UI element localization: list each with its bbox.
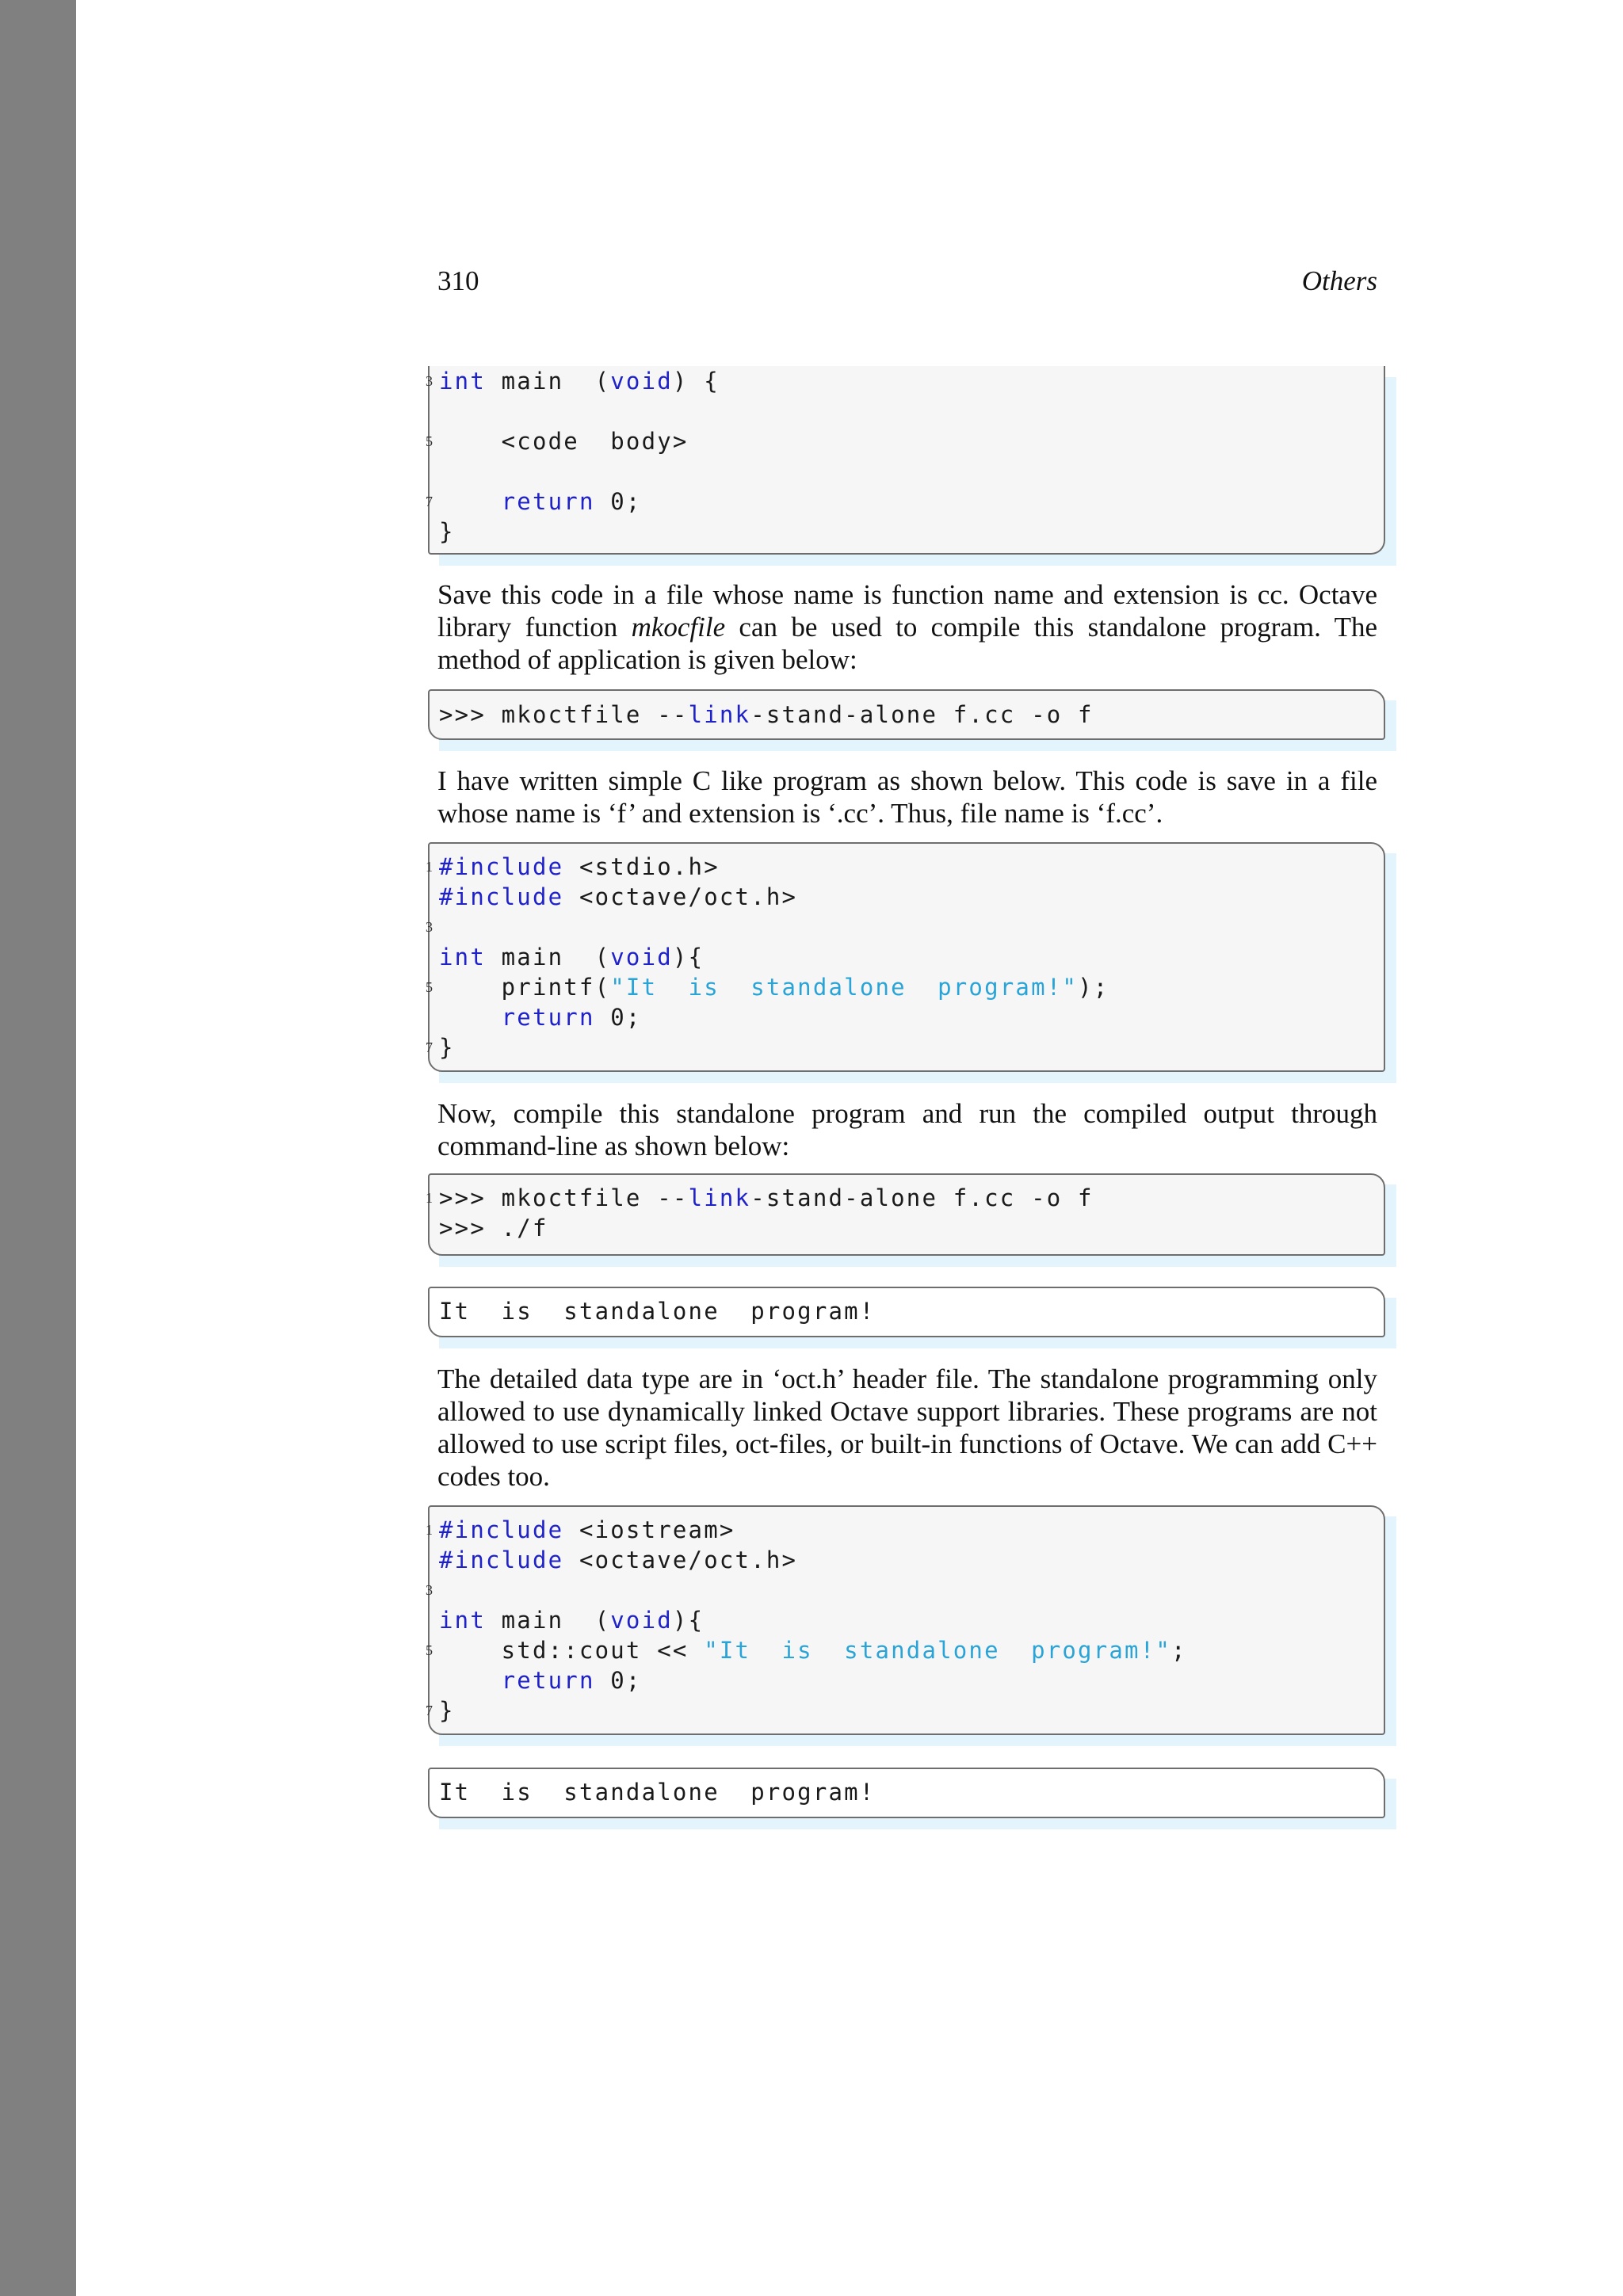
line-number: 7 — [426, 1039, 433, 1055]
code-line — [439, 700, 1094, 730]
paragraph-simple-c-program — [437, 765, 1377, 830]
code-text: <iostream> — [563, 1516, 735, 1543]
code-keyword: return — [501, 1004, 595, 1031]
code-text: It is standalone program! — [439, 1298, 876, 1325]
code-keyword: void — [610, 944, 673, 971]
code-text — [439, 1667, 502, 1694]
code-text: ){ — [672, 944, 705, 971]
line-number: 3 — [426, 1582, 433, 1598]
code-line — [439, 456, 720, 486]
code-keyword: link — [688, 701, 751, 728]
code-text: >>> mkoctfile -- — [439, 1184, 689, 1211]
code-text — [439, 1004, 502, 1031]
line-number: 5 — [426, 1642, 433, 1658]
code-text: 0; — [594, 1667, 642, 1694]
code-text: <octave/oct.h> — [563, 1547, 798, 1573]
code-text: ; — [1171, 1637, 1187, 1664]
code-keyword: #include — [439, 1547, 564, 1573]
line-number: 5 — [426, 979, 433, 995]
code-block-main-continued — [428, 366, 1385, 555]
code-keyword: return — [501, 488, 595, 515]
code-keyword: void — [610, 1607, 673, 1634]
section-title: Others — [1301, 265, 1377, 296]
code-text: ){ — [672, 1607, 705, 1634]
code-line — [439, 1002, 1109, 1032]
code-keyword: void — [610, 368, 673, 395]
code-line — [439, 942, 1109, 972]
code-text: 0; — [594, 488, 642, 515]
line-number: 1 — [426, 1522, 433, 1538]
code-text: } — [439, 1697, 455, 1724]
code-line — [439, 1213, 1094, 1243]
code-line — [426, 1515, 1187, 1545]
code-text: <octave/oct.h> — [563, 883, 798, 910]
line-number: 1 — [426, 859, 433, 875]
code-line — [439, 882, 1109, 912]
code-keyword: return — [501, 1667, 595, 1694]
code-line — [426, 1695, 1187, 1726]
code-line — [426, 912, 1109, 942]
output-block-2 — [428, 1768, 1385, 1818]
line-number: 1 — [426, 1190, 433, 1206]
paragraph-text: Now, compile this standalone program and run the compiled output through command-line as shown below: — [437, 1098, 1377, 1161]
page-margin-bar — [0, 0, 76, 2296]
code-line — [426, 366, 720, 396]
line-number: 3 — [426, 919, 433, 935]
paragraph-save-code — [437, 578, 1377, 676]
line-number: 7 — [426, 1703, 433, 1718]
line-number: 3 — [426, 373, 433, 389]
code-text: It is standalone program! — [439, 1779, 876, 1806]
code-line — [439, 1605, 1187, 1635]
code-line — [439, 1665, 1187, 1695]
code-text: std::cout << — [439, 1637, 705, 1664]
line-number: 7 — [426, 494, 433, 509]
code-text: <stdio.h> — [563, 853, 720, 880]
code-block-compile-commands — [428, 1173, 1385, 1256]
paragraph-text: can be used to compile this standalone program. The method of application is given below: — [437, 612, 1377, 675]
code-line — [426, 852, 1109, 882]
code-line — [426, 1635, 1187, 1665]
code-text: } — [439, 518, 455, 545]
code-text: -stand-alone f.cc -o f — [750, 701, 1094, 728]
code-string: "It is standalone program!" — [704, 1637, 1172, 1664]
code-text: main ( — [485, 368, 611, 395]
code-line — [439, 396, 720, 426]
code-text: main ( — [485, 944, 611, 971]
code-line — [426, 486, 720, 517]
code-keyword: #include — [439, 1516, 564, 1543]
code-keyword: #include — [439, 853, 564, 880]
code-text: main ( — [485, 1607, 611, 1634]
code-keyword: int — [439, 368, 486, 395]
code-line — [439, 1545, 1187, 1575]
code-line — [439, 1777, 875, 1807]
code-keyword: int — [439, 944, 486, 971]
code-text: >>> ./f — [439, 1215, 548, 1241]
code-text: <code body> — [439, 428, 689, 455]
output-block-1 — [428, 1287, 1385, 1337]
code-block-mkoctfile-command — [428, 689, 1385, 740]
code-block-stdio-program — [428, 842, 1385, 1072]
paragraph-oct-header — [437, 1363, 1377, 1493]
code-text: 0; — [594, 1004, 642, 1031]
paragraph-text: I have written simple C like program as shown below. This code is save in a file whose name is ‘f’ and extension is ‘.cc’. Thus, file name is ‘f.cc’. — [437, 765, 1377, 829]
code-line — [426, 1575, 1187, 1605]
running-header — [437, 261, 1377, 301]
code-text: printf( — [439, 974, 611, 1001]
code-text: } — [439, 1034, 455, 1061]
page-number: 310 — [437, 265, 479, 296]
code-line — [426, 1032, 1109, 1062]
code-text: ); — [1078, 974, 1109, 1001]
code-string: "It is standalone program!" — [610, 974, 1079, 1001]
paragraph-compile-run — [437, 1097, 1377, 1162]
emphasized-text: mkocfile — [631, 612, 726, 643]
line-number: 5 — [426, 433, 433, 449]
code-text: -stand-alone f.cc -o f — [750, 1184, 1094, 1211]
code-block-iostream-program — [428, 1505, 1385, 1735]
code-text — [439, 488, 502, 515]
paragraph-text: The detailed data type are in ‘oct.h’ header file. The standalone programming only allowed to use dynamically linked Octave support libraries. These programs are not allowed to use script files, oct-files, or built-in functions of Octave. We can add C++ codes too. — [437, 1363, 1377, 1492]
code-keyword: link — [688, 1184, 751, 1211]
code-text: >>> mkoctfile -- — [439, 701, 689, 728]
code-line — [439, 1296, 875, 1326]
code-keyword: int — [439, 1607, 486, 1634]
code-text: ) { — [672, 368, 720, 395]
code-line — [426, 972, 1109, 1002]
code-keyword: #include — [439, 883, 564, 910]
code-line — [439, 517, 720, 547]
code-line — [426, 426, 720, 456]
code-line — [426, 1183, 1094, 1213]
paragraph-text: Save this code in a file whose name is function name and extension is cc. Octave library function — [437, 579, 1377, 643]
